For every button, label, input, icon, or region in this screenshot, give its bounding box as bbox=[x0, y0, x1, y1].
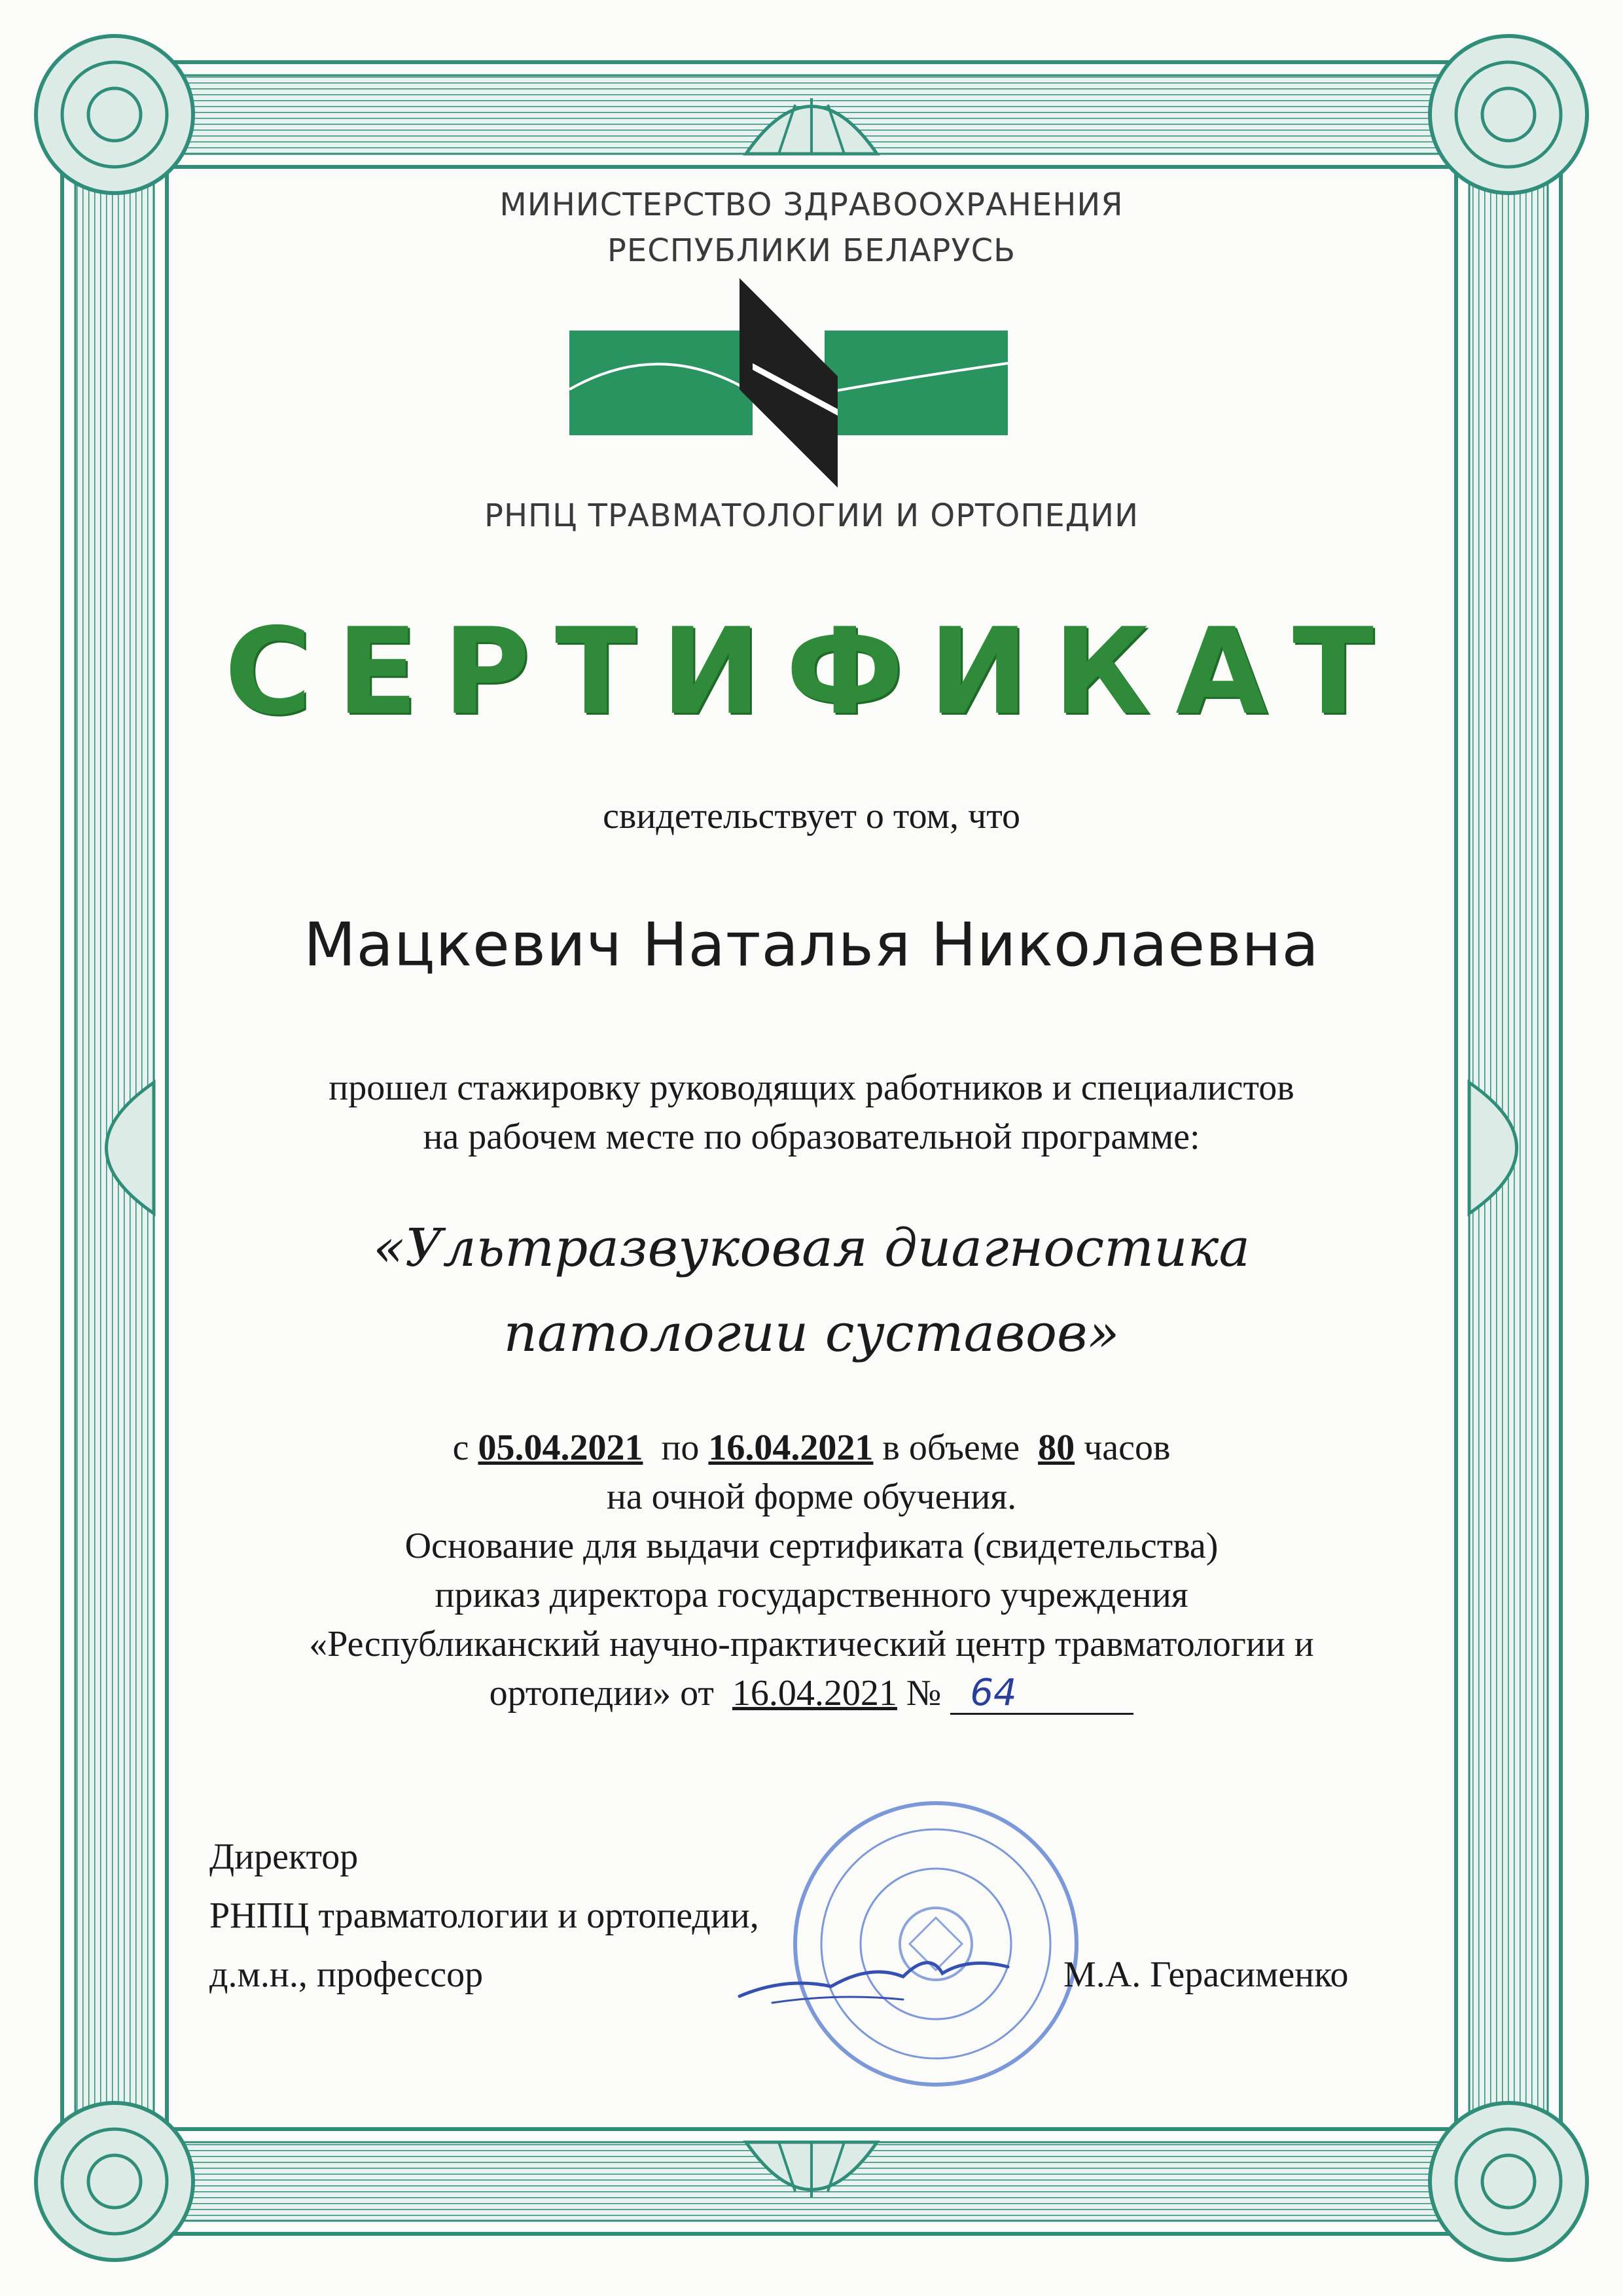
center-name: РНПЦ ТРАВМАТОЛОГИИ И ОРТОПЕДИИ bbox=[484, 497, 1139, 534]
order-number: 64 bbox=[950, 1674, 1133, 1715]
from-date: 05.04.2021 bbox=[478, 1427, 643, 1468]
from-prefix: с bbox=[452, 1427, 469, 1468]
volume-prefix: в объеме bbox=[882, 1427, 1020, 1468]
to-date: 16.04.2021 bbox=[708, 1427, 874, 1468]
ministry-line-1: МИНИСТЕРСТВО ЗДРАВООХРАНЕНИЯ bbox=[499, 187, 1124, 223]
ministry-line-2: РЕСПУБЛИКИ БЕЛАРУСЬ bbox=[607, 232, 1016, 269]
order-date: 16.04.2021 bbox=[732, 1673, 897, 1713]
signatory-title-1: Директор bbox=[209, 1837, 359, 1877]
handwritten-signature bbox=[733, 1937, 1034, 2016]
study-form: на очной форме обучения. bbox=[606, 1477, 1017, 1517]
institution-end: ортопедии» от bbox=[489, 1673, 714, 1713]
institution-text: «Республиканский научно-практический центр травматологии и bbox=[309, 1624, 1314, 1664]
center-logo bbox=[563, 278, 1014, 488]
to-prefix: по bbox=[661, 1427, 700, 1468]
signatory-title-3: д.м.н., профессор bbox=[209, 1954, 484, 1995]
recipient-name: Мацкевич Наталья Николаевна bbox=[304, 910, 1319, 980]
program-line-2: патологии суставов» bbox=[503, 1302, 1120, 1363]
program-line-1: «Ультразвуковая диагностика bbox=[372, 1217, 1251, 1278]
signatory-title-2: РНПЦ травматологии и ортопедии, bbox=[209, 1895, 759, 1936]
hours-suffix: часов bbox=[1084, 1427, 1171, 1468]
number-prefix: № bbox=[906, 1673, 942, 1713]
period-line bbox=[0, 1427, 1623, 1469]
order-text: приказ директора государственного учреждения bbox=[435, 1575, 1188, 1615]
hours-value: 80 bbox=[1038, 1427, 1075, 1468]
signatory-name: М.А. Герасименко bbox=[1063, 1954, 1349, 1995]
body-line-1: прошел стажировку руководящих работников и специалистов bbox=[329, 1067, 1294, 1108]
body-line-2: на рабочем месте по образовательной программе: bbox=[423, 1117, 1200, 1157]
order-reference bbox=[0, 1672, 1623, 1715]
intro-text: свидетельствует о том, что bbox=[603, 796, 1020, 836]
basis-text: Основание для выдачи сертификата (свидетельства) bbox=[404, 1526, 1219, 1566]
certificate-title: СЕРТИФИКАТ bbox=[224, 602, 1399, 741]
